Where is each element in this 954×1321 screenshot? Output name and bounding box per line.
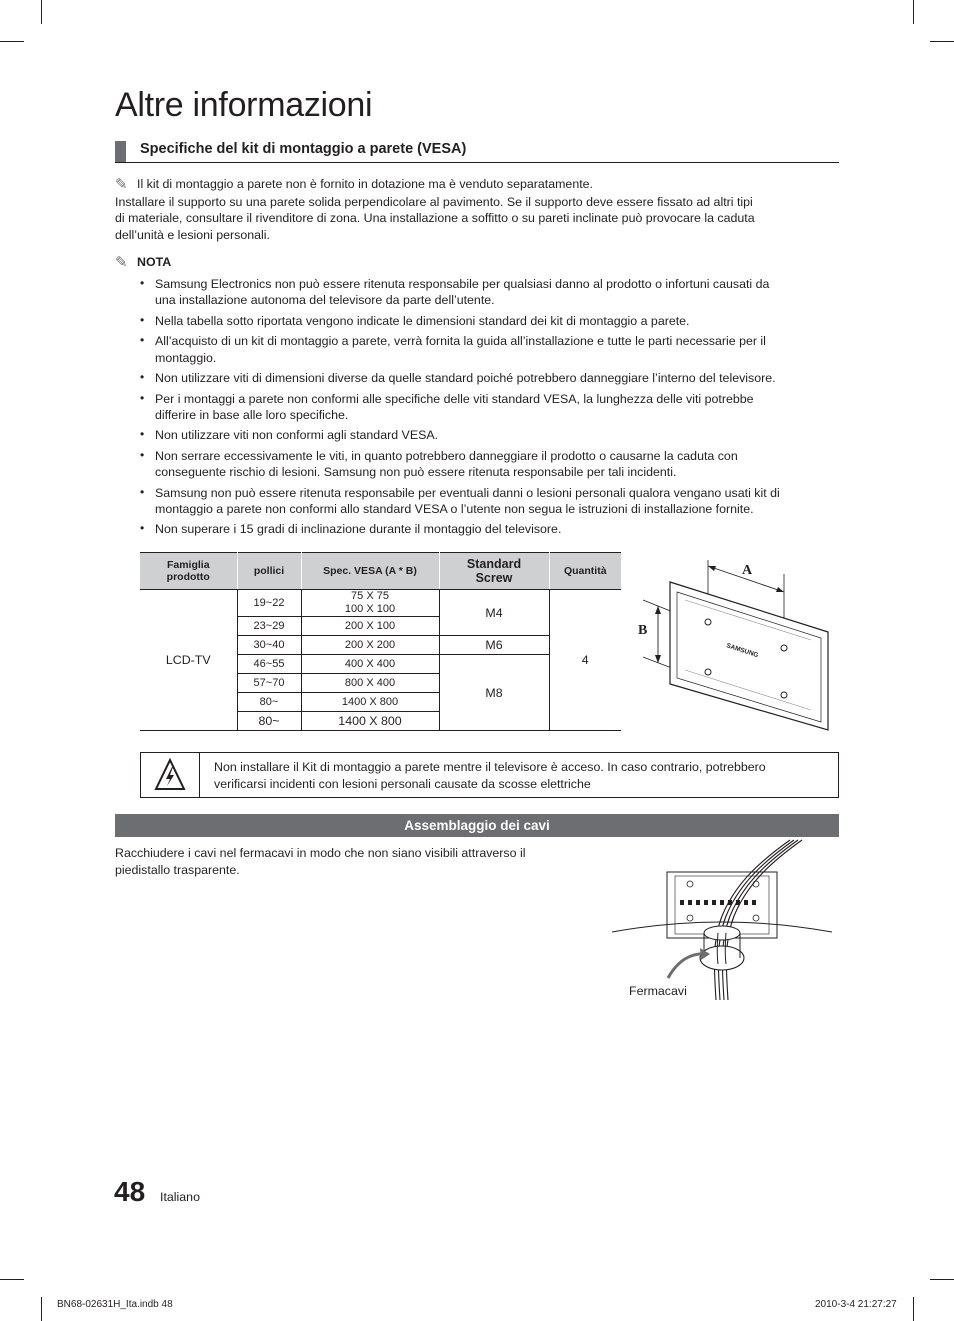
crop-mark bbox=[930, 41, 954, 42]
cell-inches: 80~ bbox=[237, 693, 301, 712]
list-item: • Samsung Electronics non può essere ritenuta responsabile per qualsiasi danno al prodotto o infortuni causati da una installazione autonoma del televisore da parte dell’utente. bbox=[140, 276, 770, 308]
cable-holder-clip bbox=[704, 926, 740, 940]
intro-line: Installare il supporto su una parete solida perpendicolare al pavimento. Se il supporto deve essere fissato ad altri tipi bbox=[115, 194, 753, 209]
cell-inches: 57~70 bbox=[237, 674, 301, 693]
list-item: • Non superare i 15 gradi di inclinazione durante il montaggio del televisore. bbox=[140, 521, 562, 537]
nota-heading: ✎ NOTA bbox=[115, 254, 172, 271]
header-inches: pollici bbox=[237, 553, 301, 590]
cell-vesa: 200 X 200 bbox=[301, 636, 439, 655]
page-language: Italiano bbox=[160, 1190, 200, 1204]
cell-inches: 19~22 bbox=[237, 590, 301, 617]
cell-vesa: 75 X 75 100 X 100 bbox=[301, 590, 439, 617]
cell-vesa: 1400 X 800 bbox=[301, 712, 439, 731]
list-item: • Non serrare eccessivamente le viti, in quanto potrebbero danneggiare il prodotto o causarne la caduta con conseguente rischio di lesioni. Samsung non può essere ritenuta responsabile per tali incidenti. bbox=[140, 447, 738, 480]
crop-mark bbox=[41, 1297, 42, 1321]
list-item: • All’acquisto di un kit di montaggio a parete, verrà fornita la guida all’installazione e tutte le parti necessarie per il montaggio. bbox=[140, 333, 766, 365]
crop-mark bbox=[930, 1279, 954, 1280]
cable-holder-label: Fermacavi bbox=[629, 984, 687, 998]
list-item: • Samsung non può essere ritenuta responsabile per eventuali danni o lesioni personali qualora vengano usati kit di montaggio a parete non conformi allo standard VESA o l’utente non segua le istruzioni di installazione fornite. bbox=[140, 484, 780, 516]
pencil-note-icon: ✎ bbox=[115, 176, 128, 193]
label-a: A bbox=[742, 563, 753, 578]
electric-shock-warning-icon bbox=[141, 753, 199, 797]
page-number: 48 bbox=[114, 1176, 146, 1207]
arrow-head bbox=[708, 566, 716, 571]
intro-line: dell’unità e lesioni personali. bbox=[115, 227, 270, 242]
cell-vesa: 800 X 400 bbox=[301, 674, 439, 693]
cell-qty: 4 bbox=[549, 590, 621, 731]
label-b: B bbox=[638, 623, 648, 638]
crop-mark bbox=[913, 0, 914, 24]
footer-timestamp: 2010-3-4 21:27:27 bbox=[815, 1299, 897, 1310]
cell-inches: 46~55 bbox=[237, 655, 301, 674]
cable-instructions: Racchiudere i cavi nel fermacavi in modo che non siano visibili attraverso il piedistallo trasparente. bbox=[115, 846, 526, 877]
header-screw: Standard Screw bbox=[439, 553, 549, 590]
cable-holder-clip bbox=[700, 946, 744, 970]
warning-box bbox=[140, 752, 839, 798]
pencil-note-icon: ✎ bbox=[115, 254, 128, 271]
cell-inches: 80~ bbox=[237, 712, 301, 731]
crop-mark bbox=[913, 1297, 914, 1321]
cell-vesa: 400 X 400 bbox=[301, 655, 439, 674]
section-marker bbox=[115, 141, 126, 162]
section-title: Specifiche del kit di montaggio a parete (VESA) bbox=[140, 141, 467, 157]
cell-inches: 30~40 bbox=[237, 636, 301, 655]
header-family: Famiglia prodotto bbox=[140, 553, 237, 590]
header-qty: Quantità bbox=[549, 553, 621, 590]
table-row bbox=[140, 590, 621, 617]
intro-block bbox=[115, 176, 845, 243]
footer-file-info: BN68-02631H_Ita.indb 48 bbox=[57, 1299, 173, 1310]
table-header-row bbox=[140, 553, 621, 590]
cell-inches: 23~29 bbox=[237, 617, 301, 636]
crop-mark bbox=[0, 1279, 24, 1280]
intro-note: ✎ Il kit di montaggio a parete non è fornito in dotazione ma è venduto separatamente. bbox=[115, 176, 593, 193]
cable-holder-figure bbox=[612, 838, 832, 1002]
cell-vesa: 200 X 100 bbox=[301, 617, 439, 636]
page-title: Altre informazioni bbox=[115, 86, 373, 124]
cell-family: LCD-TV bbox=[140, 590, 237, 731]
cell-screw: M8 bbox=[439, 655, 549, 731]
cell-screw: M6 bbox=[439, 636, 549, 655]
notes-list bbox=[140, 276, 840, 542]
cell-vesa: 1400 X 800 bbox=[301, 693, 439, 712]
list-item: • Per i montaggi a parete non conformi alle specifiche delle viti standard VESA, la lunghezza delle viti potrebbe differire in base alle loro specifiche. bbox=[140, 390, 754, 422]
crop-mark bbox=[0, 41, 24, 42]
list-item: • Nella tabella sotto riportata vengono indicate le dimensioni standard dei kit di montaggio a parete. bbox=[140, 312, 690, 328]
section-header bbox=[115, 140, 839, 163]
subsection-header: Assemblaggio dei cavi bbox=[115, 814, 839, 837]
list-item: • Non utilizzare viti non conformi agli standard VESA. bbox=[140, 427, 439, 443]
cell-screw: M4 bbox=[439, 590, 549, 636]
warning-text: Non installare il Kit di montaggio a parete mentre il televisore è acceso. In caso contrario, potrebbero verificarsi incidenti con lesioni personali causate da scosse elettriche bbox=[214, 760, 766, 791]
warning-icon-cell bbox=[141, 753, 200, 797]
arrow-head bbox=[776, 587, 784, 592]
intro-line: di materiale, consultare il rivenditore di zona. Una installazione a soffitto o su pareti inclinate può provocare la caduta bbox=[115, 211, 755, 226]
list-item: • Non utilizzare viti di dimensioni diverse da quelle standard poiché potrebbero danneggiare l’interno del televisore. bbox=[140, 370, 776, 386]
vesa-mount-diagram bbox=[625, 552, 837, 734]
brand-logo: SAMSUNG bbox=[725, 642, 760, 660]
vesa-spec-table bbox=[140, 552, 621, 731]
crop-mark bbox=[41, 0, 42, 24]
header-vesa: Spec. VESA (A * B) bbox=[301, 553, 439, 590]
